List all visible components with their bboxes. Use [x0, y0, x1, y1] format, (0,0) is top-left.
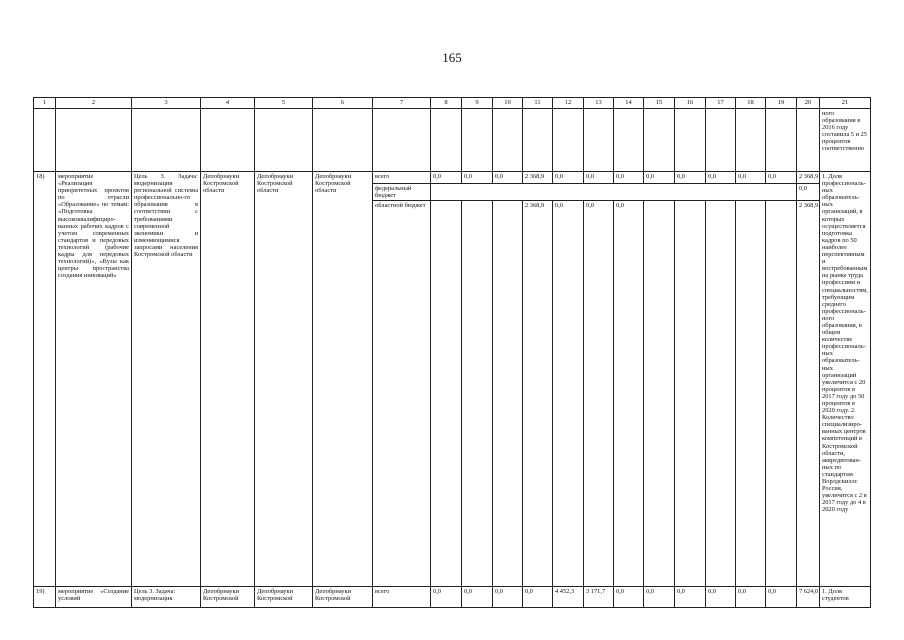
value-cell: 0,0: [736, 172, 766, 184]
col-number: 17: [706, 98, 736, 109]
value-cell: 0,0: [644, 587, 675, 608]
col-number: 3: [132, 98, 201, 109]
value-cell: 0,0: [462, 587, 493, 608]
value-cell: 0,0: [706, 587, 736, 608]
col-number: 15: [644, 98, 675, 109]
col-number: 5: [255, 98, 313, 109]
executor: Депобрнауки Костромской: [313, 587, 373, 608]
value-cell: [736, 201, 766, 587]
col-number: 7: [373, 98, 431, 109]
col-number: 18: [736, 98, 766, 109]
value-cell: 0,0: [706, 172, 736, 184]
col-number: 8: [431, 98, 462, 109]
value-cell: 0,0: [766, 587, 797, 608]
value-cell: 0,0: [462, 172, 493, 184]
col-number: 10: [493, 98, 523, 109]
value-cell: 2 368,9: [523, 172, 553, 184]
col-number: 11: [523, 98, 553, 109]
program-table: [33, 97, 871, 608]
col-number: 12: [553, 98, 584, 109]
value-cell: [644, 201, 675, 587]
value-cell: 2 368,9: [523, 201, 553, 587]
goal-task: Цель 3. Задача: модернизация региональной системы профессионально-го образования в соответствии с требованиями современной экономики и изменяющимися запросами населения Костромской области: [132, 172, 201, 587]
value-cell: 0,0: [584, 201, 614, 587]
col-number: 20: [797, 98, 820, 109]
indicator-cell: 1. Доля профессиональ-ных образователь-ных организаций, в которых осуществляется подготовка кадров по 50 наиболее перспективным и востребованным на рынке труда профессиям и специальностям, требующим среднего профессиональ-ного образования, в общем количестве профессиональ-ных образователь-ных организаций увеличится с 20 процентов в 2017 году до 50 процентов в 2020 году. 2. Количество специализиро-ванных центров компетенций в Костромской области, аккредитован-ных по стандартам Ворлдскиллс Россия, увеличится с 2 в 2017 году до 4 в 2020 году: [820, 172, 871, 587]
value-cell: 0,0: [493, 587, 523, 608]
value-cell: 7 624,0: [797, 587, 820, 608]
value-cell: 0,0: [614, 201, 644, 587]
funding-source: федеральный бюджет: [373, 184, 431, 201]
executor: Депобрнауки Костромской: [255, 587, 313, 608]
col-number: 21: [820, 98, 871, 109]
value-cell: 4 452,3: [553, 587, 584, 608]
value-cell: 0,0: [614, 172, 644, 184]
col-number: 13: [584, 98, 614, 109]
col-number: 4: [201, 98, 255, 109]
executor: Депобрнауки Костромской: [201, 587, 255, 608]
value-cell: [706, 201, 736, 587]
event-name: мероприятие «Создание условий: [56, 587, 132, 608]
funding-source: областной бюджет: [373, 201, 431, 587]
funding-source: всего: [373, 172, 431, 184]
value-cell: 0,0: [614, 587, 644, 608]
col-number: 6: [313, 98, 373, 109]
col-number: 9: [462, 98, 493, 109]
event-name: мероприятие «Реализация приоритетных проектов по отрасли «Образование» по темам: «Подготовка высококвалифициро-ванных рабочих кадров с учетом современных стандартов и передовых технологий (рабочие кадры для передовых технологий)», «Вузы как центры пространства создания инноваций»: [56, 172, 132, 587]
value-cell: 0,0: [797, 184, 820, 201]
value-cell: [493, 201, 523, 587]
value-cell: [462, 201, 493, 587]
value-cell: [431, 184, 797, 201]
col-number: 2: [56, 98, 132, 109]
table-row: [34, 587, 871, 608]
indicator-cell: 1. Доля студентов: [820, 587, 871, 608]
value-cell: 0,0: [675, 172, 706, 184]
value-cell: 0,0: [766, 172, 797, 184]
continuation-row: [34, 109, 871, 172]
value-cell: 0,0: [644, 172, 675, 184]
value-cell: 0,0: [675, 587, 706, 608]
value-cell: 0,0: [493, 172, 523, 184]
value-cell: 0,0: [431, 587, 462, 608]
page-number: 165: [442, 50, 462, 65]
executor: Депобрнауки Костромской области: [313, 172, 373, 587]
value-cell: 3 171,7: [584, 587, 614, 608]
value-cell: 0,0: [584, 172, 614, 184]
value-cell: 0,0: [553, 172, 584, 184]
row-number: 18): [34, 172, 56, 587]
col-number: 19: [766, 98, 797, 109]
col-number: 14: [614, 98, 644, 109]
indicator-cell: ного образования в 2016 году составила 5 и 25 процентов соответственно: [820, 109, 871, 172]
executor: Депобрнауки Костромской области: [255, 172, 313, 587]
table-row: [34, 172, 871, 184]
value-cell: 0,0: [523, 587, 553, 608]
value-cell: [675, 201, 706, 587]
value-cell: 2 368,9: [797, 172, 820, 184]
executor: Депобрнауки Костромской области: [201, 172, 255, 587]
value-cell: [766, 201, 797, 587]
row-number: 19): [34, 587, 56, 608]
value-cell: 0,0: [431, 172, 462, 184]
column-numbers-row: [34, 98, 871, 109]
goal-task: Цель 3. Задача: модернизация: [132, 587, 201, 608]
value-cell: [431, 201, 462, 587]
value-cell: 2 368,9: [797, 201, 820, 587]
value-cell: 0,0: [736, 587, 766, 608]
col-number: 1: [34, 98, 56, 109]
funding-source: всего: [373, 587, 431, 608]
value-cell: 0,0: [553, 201, 584, 587]
col-number: 16: [675, 98, 706, 109]
